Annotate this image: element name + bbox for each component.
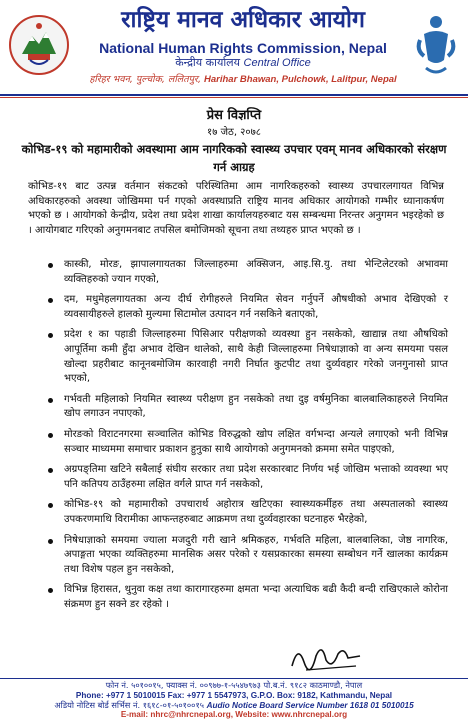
footer-divider xyxy=(0,678,468,679)
bullet-icon xyxy=(48,468,53,473)
press-release-subject: कोभिड-१९ को महामारीको अवस्थामा आम नागरिकको स्वास्थ्य उपचार एवम् मानव अधिकारको संरक्षण गर्न आग्रह xyxy=(21,142,447,174)
bullet-icon xyxy=(48,539,53,544)
office-english: Central Office xyxy=(243,57,311,69)
bullet-icon xyxy=(48,333,53,338)
list-item xyxy=(28,293,448,322)
address-line xyxy=(78,74,408,86)
list-item-text: दम, मधुमेहलगायतका अन्य दीर्घ रोगीहरुले नियमित सेवन गर्नुपर्ने औषधीको अभाव देखिएको र व्यवसायीहरुले हालको मुल्यमा सिटामोल उत्पादन गर्न नसकिने बताएको, xyxy=(64,294,448,320)
audio-notice-english: Audio Notice Board Service Number 1618 01 5010015 xyxy=(206,700,414,710)
findings-list xyxy=(28,258,448,618)
list-item xyxy=(28,534,448,578)
bullet-icon xyxy=(48,263,53,268)
list-item-text: गर्भवती महिलाको नियमित स्वास्थ्य परीक्षण हुन नसकेको तथा दुइ वर्षमुनिका बालबालिकाहरुले नियमित खोप लगाउन नपाएको, xyxy=(64,393,448,420)
footer xyxy=(0,681,468,720)
list-item xyxy=(28,328,448,386)
list-item-text: प्रदेश १ का पहाडी जिल्लाहरुमा पिसिआर परीक्षणको व्यवस्था हुन नसकेको, खाद्यान्न तथा औषधिको आपूर्तिमा कमी हुँदा अभाव देखिन थालेको, साथै केही जिल्लाहरुमा निषेधाज्ञाको वा अन्य समयमा पसल खोल्दा प्रहरीबाट कानूनबमोजिम कारवाही नगरी निर्घात कुटपीट तथा दुर्व्यवहार गरेको जनगुनासो प्राप्त भएको, xyxy=(64,329,448,385)
list-item xyxy=(28,393,448,422)
address-nepali: हरिहर भवन, पुल्चोक, ललितपुर, xyxy=(89,74,201,85)
list-item xyxy=(28,463,448,492)
nhrc-logo-icon xyxy=(414,10,458,80)
intro-paragraph: कोभिड-१९ बाट उत्पन्न वर्तमान संकटको परिस्थितिमा आम नागरिकहरुको स्वास्थ्य उपचारलगायत विभिन्न अधिकारहरुको अवस्था जोखिममा पर्न गएको अवस्थाप्रति राष्ट्रिय मानव अधिकार आयोगको गम्भीर ध्यानाकर्षण भएको छ । आयोगको केन्द्रीय, प्रदेश तथा प्रदेश शाखा कार्यालयहरुबाट यस सम्बन्धमा निरन्तर अनुगमन भइरहेको छ । आयोगबाट गरिएको अनुगमनबाट तपसिल बमोजिमको सूचना तथा तथ्यहरु प्राप्त भएको छ । xyxy=(28,181,444,236)
audio-notice-nepali: अडियो नोटिस बोर्ड सर्भिस नं. १६१८-०१-५०१००१५ xyxy=(54,699,204,710)
list-item xyxy=(28,428,448,457)
office-nepali: केन्द्रीय कार्यालय xyxy=(175,56,241,69)
list-item-text: कास्की, मोरङ, झापालगायतका जिल्लाहरुमा अक्सिजन, आइ.सि.यु. तथा भेन्टिलेटरको अभावमा व्यक्तिहरुको ज्यान गएको, xyxy=(64,259,448,285)
header-divider-accent xyxy=(0,97,468,98)
bullet-icon xyxy=(48,433,53,438)
footer-contact-nepali: फोन नं. ५०१००१५, फ्याक्स नं. ००९७७-१-५५४७९७३ पो.ब.नं. ९१८२ काठमाण्डौ, नेपाल xyxy=(105,680,363,690)
handwritten-signature xyxy=(286,636,366,676)
national-emblem-icon xyxy=(8,14,70,76)
footer-email-website[interactable]: E-mail: nhrc@nhrcnepal.org, Website: www.nhrcnepal.org xyxy=(120,710,348,720)
bullet-icon xyxy=(48,503,53,508)
list-item xyxy=(28,498,448,527)
list-item-text: निषेधाज्ञाको समयमा ज्याला मजदुरी गरी खाने श्रमिकहरु, गर्भवति महिला, बालबालिका, जेष्ठ नागरिक, अपाङ्गता भएका व्यक्तिहरुमा मानसिक असर परेको र यसप्रकारका समस्या सम्बोधन गर्ने खालका कार्यक्रम तथा विशेष पहल हुन नसकेको, xyxy=(64,534,448,575)
list-item-text: विभिन्न हिरासत, थुनुवा कक्ष तथा कारागारहरुमा क्षमता भन्दा अत्याधिक बढी कैदी बन्दी राखिएकाले कोरोना संक्रमण हुन सक्ने डर रहेको । xyxy=(64,584,448,610)
list-item-text: अग्रपङ्तिमा खटिने सबैलाई संघीय सरकार तथा प्रदेश सरकारबाट निर्णय भई जोखिम भत्ताको व्यवस्था भए पनि कतिपय ठाउँहरुमा लक्षित वर्गले प्राप्त गर्न नसकेको, xyxy=(64,464,448,490)
press-release-date: १७ जेठ, २०७८ xyxy=(207,127,261,138)
bullet-icon xyxy=(48,298,53,303)
bullet-icon xyxy=(48,398,53,403)
list-item-text: मोरङको विराटनगरमा सञ्चालित कोभिड विरुद्धको खोप लक्षित वर्गभन्दा अन्यले लगाएको भनी विभिन्न सञ्चार माध्यममा समाचार प्रकाशन हुनुका साथै आयोगको अनुगमनको क्रममा समेत पाइएको, xyxy=(64,428,448,455)
org-title-english: National Human Rights Commission, Nepal xyxy=(99,40,387,56)
office-line xyxy=(78,56,408,70)
press-release-title: प्रेस विज्ञप्ति xyxy=(206,108,262,123)
address-english: Harihar Bhawan, Pulchowk, Lalitpur, Nepal xyxy=(204,74,397,85)
footer-audio-notice xyxy=(0,701,468,711)
org-title-nepali: राष्ट्रिय मानव अधिकार आयोग xyxy=(121,7,365,33)
list-item xyxy=(28,583,448,612)
list-item-text: कोभिड-१९ को महामारीको उपचारार्थ अहोरात्र खटिएका स्वास्थ्यकर्मीहरु तथा अस्पतालको स्वास्थ्य उपकरणमाथि विरामीका आफन्तहरुबाट आक्रमण तथा दुर्व्यवहारका घटनाहरु भैरहेको, xyxy=(64,499,448,525)
list-item xyxy=(28,258,448,287)
letterhead xyxy=(0,0,468,98)
bullet-icon xyxy=(48,588,53,593)
header-divider xyxy=(0,94,468,96)
footer-contact-english: Phone: +977 1 5010015 Fax: +977 1 5547973, G.P.O. Box: 9182, Kathmandu, Nepal xyxy=(75,690,393,700)
